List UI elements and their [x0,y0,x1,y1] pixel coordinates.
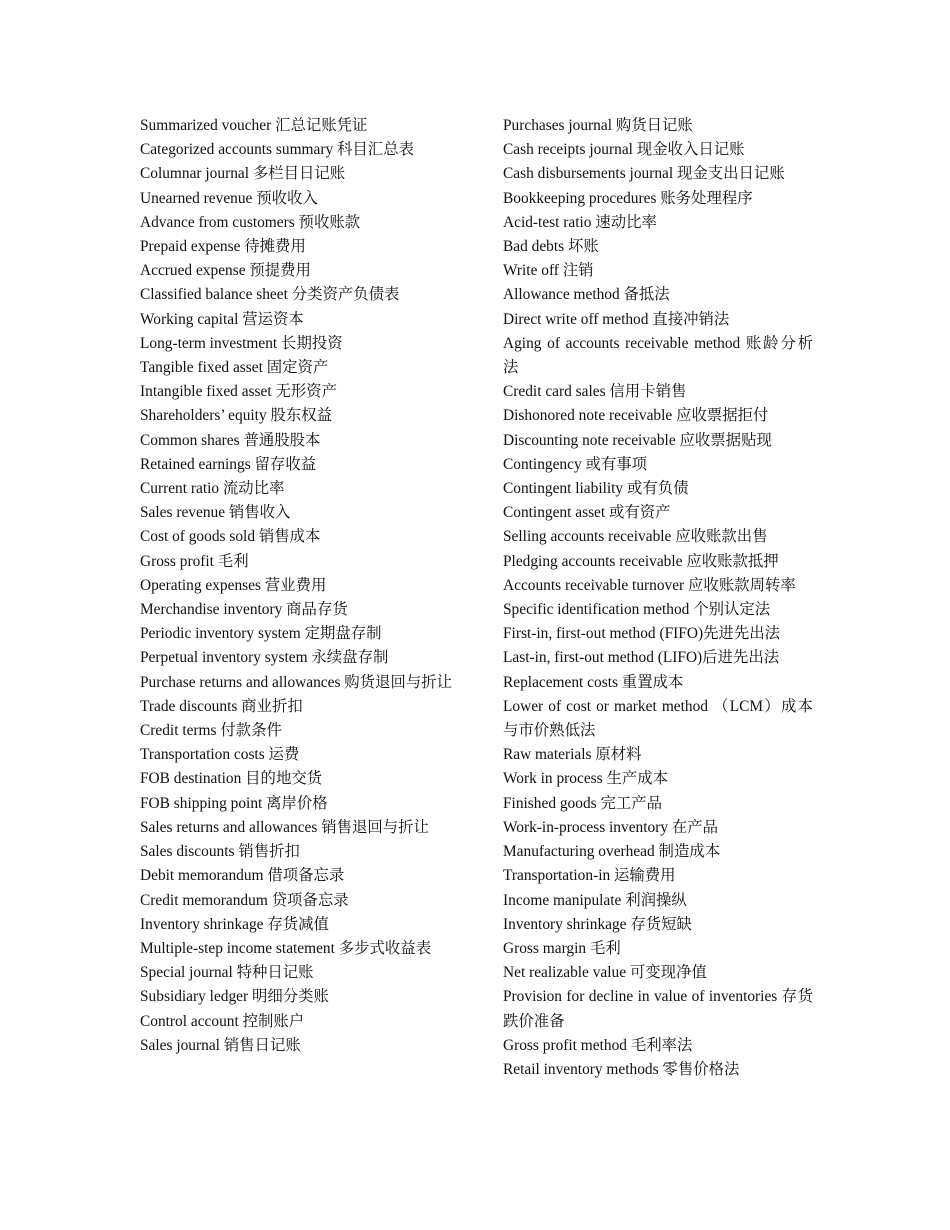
glossary-entry: Manufacturing overhead 制造成本 [503,843,721,861]
glossary-entry: Replacement costs 重置成本 [503,673,684,691]
glossary-entry: Discounting note receivable 应收票据贴现 [503,431,772,449]
glossary-entry: Purchases journal 购货日记账 [503,117,693,134]
glossary-entry: Net realizable value 可变现净值 [503,964,707,982]
glossary-entry: First-in, first-out method (FIFO)先进先出法 [503,625,781,643]
glossary-entry: Sales journal 销售日记账 [140,1036,301,1054]
glossary-entry: Contingent asset 或有资产 [503,504,671,522]
glossary-entry: Operating expenses 营业费用 [140,576,327,594]
glossary-entry: Tangible fixed asset 固定资产 [140,359,329,377]
glossary-entry: Cost of goods sold 销售成本 [140,528,321,546]
glossary-entry: Contingent liability 或有负债 [503,480,689,498]
glossary-entry: Provision for decline in value of inventories 存货跌价准备 [503,988,813,1030]
glossary-entry: Cash receipts journal 现金收入日记账 [503,141,745,159]
glossary-entry: Accounts receivable turnover 应收账款周转率 [503,576,796,594]
glossary-entry: Sales discounts 销售折扣 [140,843,300,861]
glossary-entry: Bookkeeping procedures 账务处理程序 [503,189,753,207]
glossary-entry: Trade discounts 商业折扣 [140,697,303,715]
glossary-entry: Raw materials 原材料 [503,746,642,764]
glossary-entry: Bad debts 坏账 [503,238,599,256]
glossary-entry: Inventory shrinkage 存货减值 [140,915,329,933]
glossary-entry: Contingency 或有事项 [503,455,648,473]
glossary-entry: Long-term investment 长期投资 [140,334,343,352]
glossary-entry: Specific identification method 个别认定法 [503,601,771,619]
glossary-entry: Periodic inventory system 定期盘存制 [140,625,382,643]
glossary-entry: Subsidiary ledger 明细分类账 [140,988,329,1006]
glossary-entry: Multiple-step income statement 多步式收益表 [140,939,432,957]
glossary-entry: FOB destination 目的地交货 [140,770,323,788]
glossary-entry: Shareholders’ equity 股东权益 [140,407,333,425]
glossary-entry: Advance from customers 预收账款 [140,213,361,231]
glossary-entry: Work in process 生产成本 [503,770,669,788]
glossary-entry: Categorized accounts summary 科目汇总表 [140,141,414,159]
glossary-entry: Current ratio 流动比率 [140,480,285,498]
glossary-entry: Credit card sales 信用卡销售 [503,383,687,401]
glossary-entry: Working capital 营运资本 [140,310,304,328]
glossary-entry: Perpetual inventory system 永续盘存制 [140,649,389,667]
glossary-entry: Unearned revenue 预收收入 [140,189,318,207]
glossary-entry: Credit memorandum 贷项备忘录 [140,891,349,909]
glossary-entry: Last-in, first-out method (LIFO)后进先出法 [503,649,780,667]
glossary-entry: Summarized voucher 汇总记账凭证 [140,117,368,134]
glossary-entry: Intangible fixed asset 无形资产 [140,383,338,401]
glossary-entry: Classified balance sheet 分类资产负债表 [140,286,400,304]
glossary-entry: Direct write off method 直接冲销法 [503,310,730,328]
glossary-entry: Merchandise inventory 商品存货 [140,601,348,619]
glossary-entry: Transportation costs 运费 [140,746,300,764]
glossary-entry: Gross profit method 毛利率法 [503,1036,693,1054]
glossary-entry: Selling accounts receivable 应收账款出售 [503,528,768,546]
glossary-entry: Write off 注销 [503,262,594,280]
glossary-column-right [503,114,813,1082]
glossary-entry: Accrued expense 预提费用 [140,262,311,280]
glossary-entry: Allowance method 备抵法 [503,286,670,304]
glossary-entry: Retained earnings 留存收益 [140,455,317,473]
glossary-entry: Purchase returns and allowances 购货退回与折让 [140,673,453,691]
glossary-entry: Common shares 普通股股本 [140,431,321,449]
glossary-entry: Income manipulate 利润操纵 [503,891,687,909]
glossary-entry: Transportation-in 运输费用 [503,867,676,885]
glossary-entry: Aging of accounts receivable method 账龄分析法 [503,334,813,377]
glossary-entry: Inventory shrinkage 存货短缺 [503,915,692,933]
glossary-entry: Acid-test ratio 速动比率 [503,213,657,231]
glossary-entry: Special journal 特种日记账 [140,964,314,982]
glossary-entry: Cash disbursements journal 现金支出日记账 [503,165,785,183]
glossary-entry: Retail inventory methods 零售价格法 [503,1060,740,1078]
glossary-entry: Sales revenue 销售收入 [140,504,291,522]
glossary-entry: Debit memorandum 借项备忘录 [140,867,345,885]
glossary-entry: Prepaid expense 待摊费用 [140,238,306,256]
glossary-entry: Control account 控制账户 [140,1012,305,1030]
glossary-entry: Pledging accounts receivable 应收账款抵押 [503,552,779,570]
glossary-column-left [140,114,452,1058]
glossary-entry: Finished goods 完工产品 [503,794,663,812]
glossary-entry: Lower of cost or market method （LCM）成本与市价熟低法 [503,697,813,740]
glossary-entry: Columnar journal 多栏目日记账 [140,165,346,183]
glossary-entry: Credit terms 付款条件 [140,722,282,740]
glossary-entry: Gross margin 毛利 [503,939,621,957]
glossary-entry: Dishonored note receivable 应收票据拒付 [503,407,769,425]
glossary-entry: Sales returns and allowances 销售退回与折让 [140,818,429,836]
glossary-entry: Gross profit 毛利 [140,552,249,570]
glossary-entry: Work-in-process inventory 在产品 [503,818,719,836]
glossary-entry: FOB shipping point 离岸价格 [140,794,328,812]
